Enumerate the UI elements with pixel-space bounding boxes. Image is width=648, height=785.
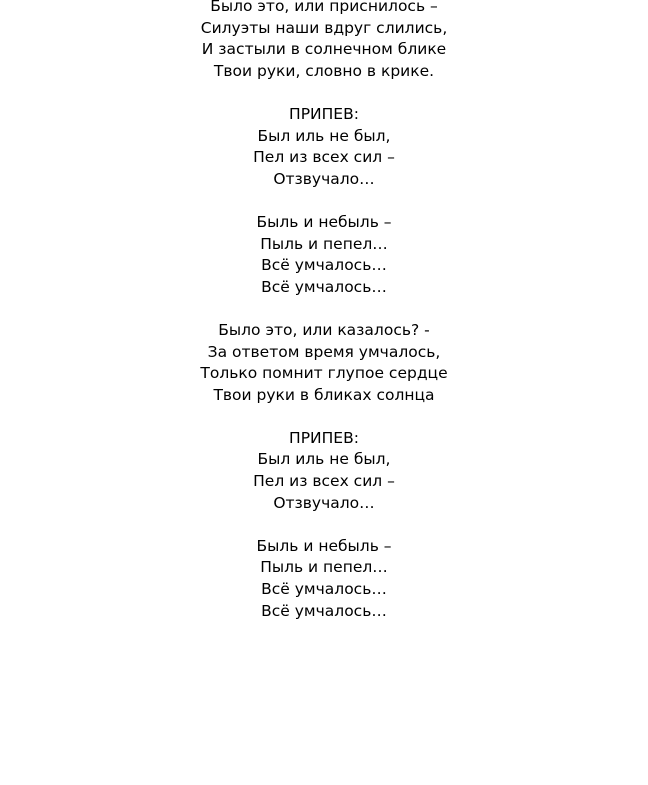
verse-1	[0, 0, 648, 82]
lyric-line: Твои руки, словно в крике.	[213, 61, 435, 80]
verse-2	[0, 320, 648, 406]
lyric-line: Пел из всех сил –	[253, 148, 395, 167]
lyric-line: Быль и небыль –	[256, 212, 392, 231]
lyric-line: Силуэты наши вдруг слились,	[200, 18, 448, 37]
lyric-line: Пел из всех сил –	[253, 472, 395, 491]
chorus-2	[0, 428, 648, 514]
lyric-line: Отзвучало…	[273, 169, 375, 188]
lyric-line: Пыль и пепел…	[260, 234, 388, 253]
chorus-1	[0, 104, 648, 190]
lyric-line: Отзвучало…	[273, 493, 375, 512]
lyric-line: Только помнит глупое сердце	[200, 364, 448, 383]
lyric-line: Был иль не был,	[257, 450, 391, 469]
lyric-line: Быль и небыль –	[256, 536, 392, 555]
lyric-line: Пыль и пепел…	[260, 558, 388, 577]
lyric-line: Всё умчалось…	[261, 580, 387, 599]
lyric-line: И застыли в солнечном блике	[201, 40, 447, 59]
lyric-line: Всё умчалось…	[261, 277, 387, 296]
lyric-line: Твои руки в бликах солнца	[213, 385, 435, 404]
chorus-heading: ПРИПЕВ:	[289, 428, 359, 447]
lyric-line: Было это, или приснилось –	[210, 0, 438, 15]
chorus-heading: ПРИПЕВ:	[289, 104, 359, 123]
lyric-line: Всё умчалось…	[261, 601, 387, 620]
chorus-2-part-2	[0, 536, 648, 622]
lyric-line: Был иль не был,	[257, 126, 391, 145]
lyric-line: Было это, или казалось? -	[218, 320, 430, 339]
lyric-line: За ответом время умчалось,	[207, 342, 441, 361]
lyric-line: Всё умчалось…	[261, 256, 387, 275]
chorus-1-part-2	[0, 212, 648, 298]
